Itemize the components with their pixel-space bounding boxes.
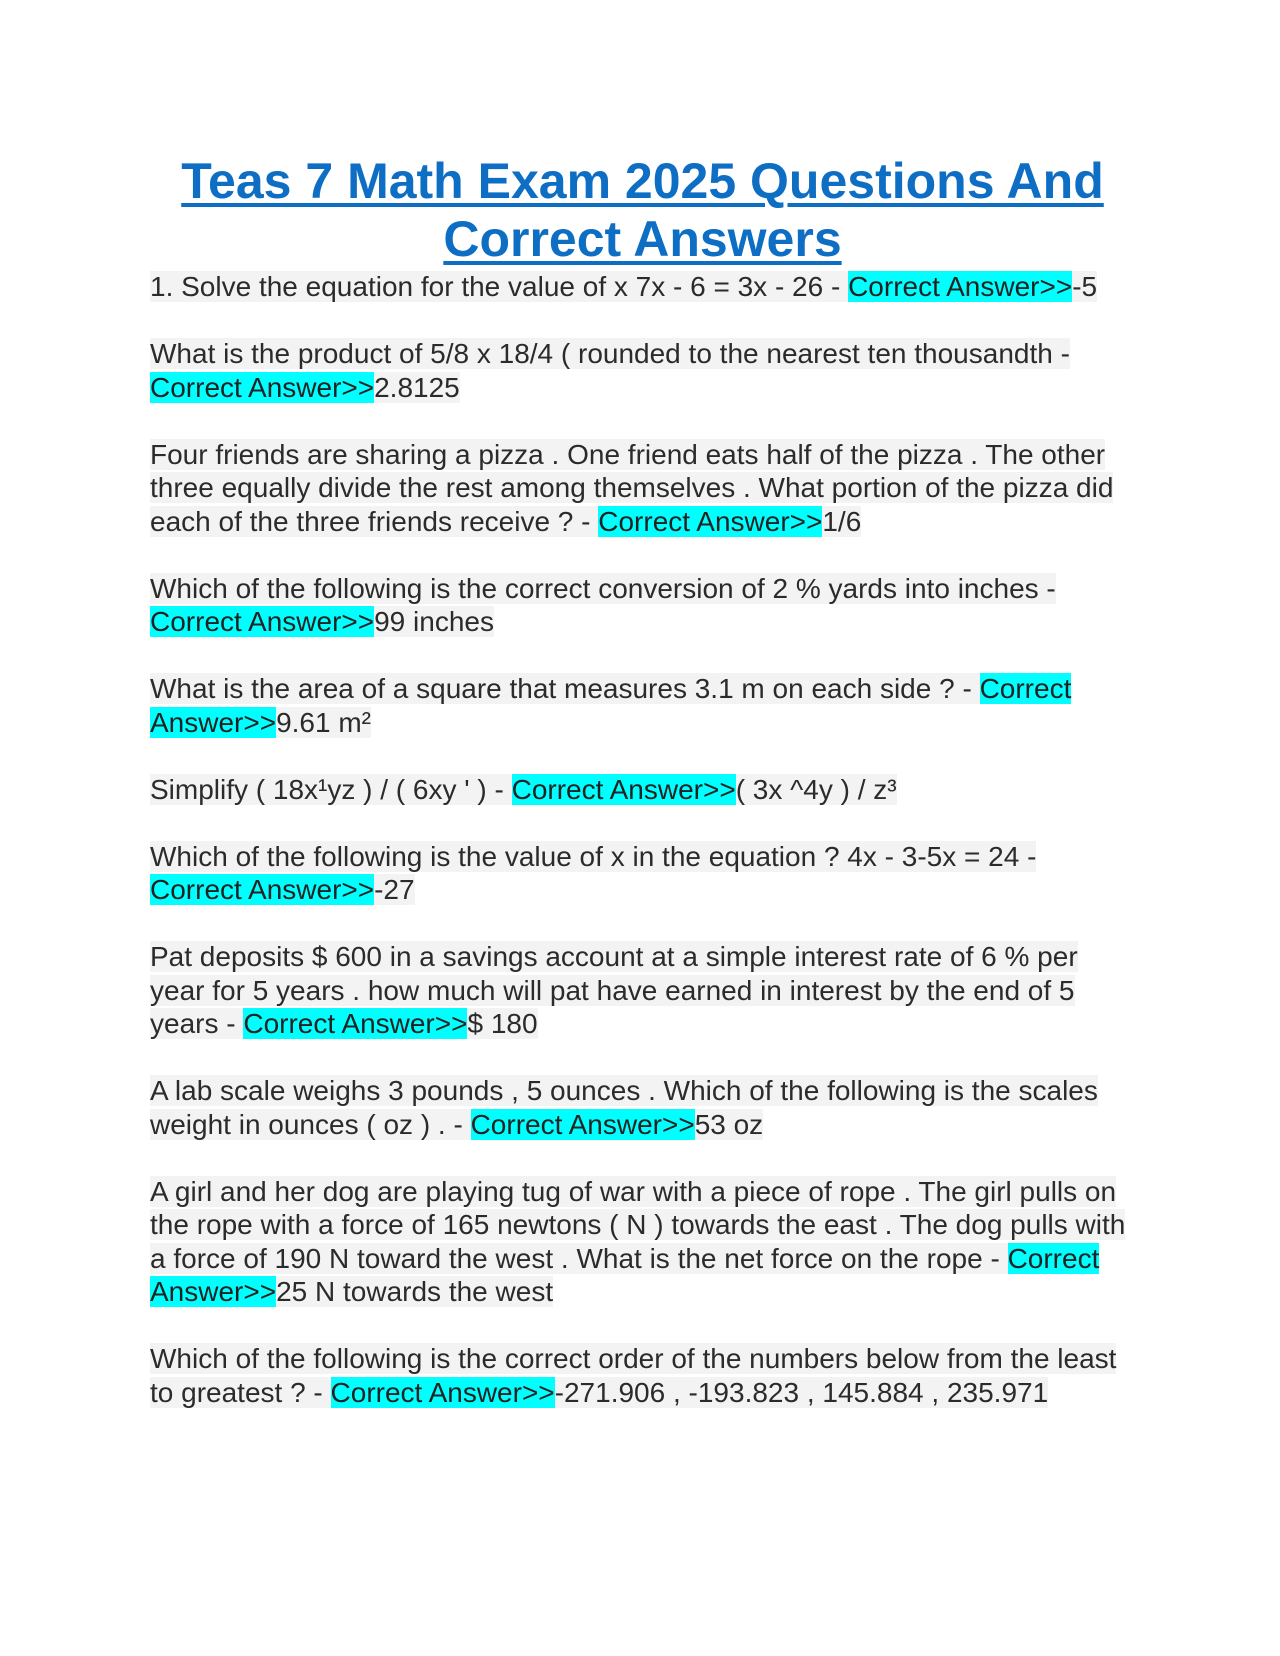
qa-item bbox=[150, 572, 1135, 639]
answer-text: 99 inches bbox=[374, 606, 494, 637]
qa-item bbox=[150, 940, 1135, 1041]
qa-item bbox=[150, 1074, 1135, 1141]
answer-marker: Correct Answer>> bbox=[150, 371, 375, 403]
question-text: What is the area of a square that measures 3.1 m on each side ? - bbox=[150, 673, 980, 704]
question-text: 1. Solve the equation for the value of x 7x - 6 = 3x - 26 - bbox=[150, 271, 849, 302]
question-text: Which of the following is the correct order of the numbers below from the least to greatest ? - bbox=[150, 1343, 1117, 1408]
answer-marker: Correct Answer>> bbox=[150, 673, 1072, 738]
answer-marker: Correct Answer>> bbox=[150, 874, 375, 905]
qa-item bbox=[150, 438, 1135, 539]
answer-text: ( 3x ^4y ) / z³ bbox=[735, 773, 897, 805]
qa-item bbox=[150, 270, 1135, 304]
qa-item bbox=[150, 337, 1135, 404]
document-page bbox=[150, 152, 1135, 1443]
answer-marker: Correct Answer>> bbox=[470, 1108, 695, 1140]
qa-item bbox=[150, 1342, 1135, 1409]
answer-marker: Correct Answer>> bbox=[598, 505, 823, 537]
document-title: Teas 7 Math Exam 2025 Questions And Correct Answers bbox=[181, 153, 1104, 267]
answer-marker: Correct Answer>> bbox=[511, 773, 736, 805]
answer-text: 1/6 bbox=[822, 505, 862, 537]
qa-item bbox=[150, 773, 1135, 807]
question-text: Pat deposits $ 600 in a savings account at a simple interest rate of 6 % per year for 5 years . how much will pat have earned in interest by the end of 5 years - bbox=[150, 941, 1078, 1039]
qa-list bbox=[150, 270, 1135, 1409]
answer-text: -27 bbox=[374, 874, 415, 905]
answer-marker: Correct Answer>> bbox=[848, 271, 1073, 302]
question-text: Simplify ( 18x¹yz ) / ( 6xy ' ) - bbox=[150, 773, 512, 805]
answer-text: -5 bbox=[1072, 271, 1098, 302]
answer-text: 25 N towards the west bbox=[276, 1276, 554, 1307]
answer-text: 53 oz bbox=[694, 1108, 764, 1140]
question-text: Which of the following is the value of x in the equation ? 4x - 3-5x = 24 - bbox=[150, 840, 1037, 872]
answer-text: 9.61 m² bbox=[276, 706, 372, 738]
answer-marker: Correct Answer>> bbox=[150, 1242, 1100, 1307]
question-text: Which of the following is the correct conversion of 2 % yards into inches - bbox=[150, 572, 1056, 604]
answer-marker: Correct Answer>> bbox=[243, 1008, 468, 1039]
question-text: Four friends are sharing a pizza . One friend eats half of the pizza . The other three equally divide the rest among themselves . What portion of the pizza did each of the three friends receive ? - bbox=[150, 438, 1114, 537]
answer-text: 2.8125 bbox=[374, 371, 460, 403]
answer-text: $ 180 bbox=[467, 1008, 538, 1039]
qa-item bbox=[150, 672, 1135, 739]
answer-text: -271.906 , -193.823 , 145.884 , 235.971 bbox=[554, 1376, 1049, 1408]
question-text: A girl and her dog are playing tug of war with a piece of rope . The girl pulls on the rope with a force of 165 newtons ( N ) towards the east . The dog pulls with a force of 190 N toward the west . What is the net force on the rope - bbox=[150, 1175, 1126, 1274]
answer-marker: Correct Answer>> bbox=[150, 606, 375, 637]
question-text: A lab scale weighs 3 pounds , 5 ounces . Which of the following is the scales weight in ounces ( oz ) . - bbox=[150, 1075, 1098, 1140]
answer-marker: Correct Answer>> bbox=[330, 1376, 555, 1408]
question-text: What is the product of 5/8 x 18/4 ( rounded to the nearest ten thousandth - bbox=[150, 338, 1070, 369]
qa-item bbox=[150, 1175, 1135, 1309]
qa-item bbox=[150, 840, 1135, 907]
